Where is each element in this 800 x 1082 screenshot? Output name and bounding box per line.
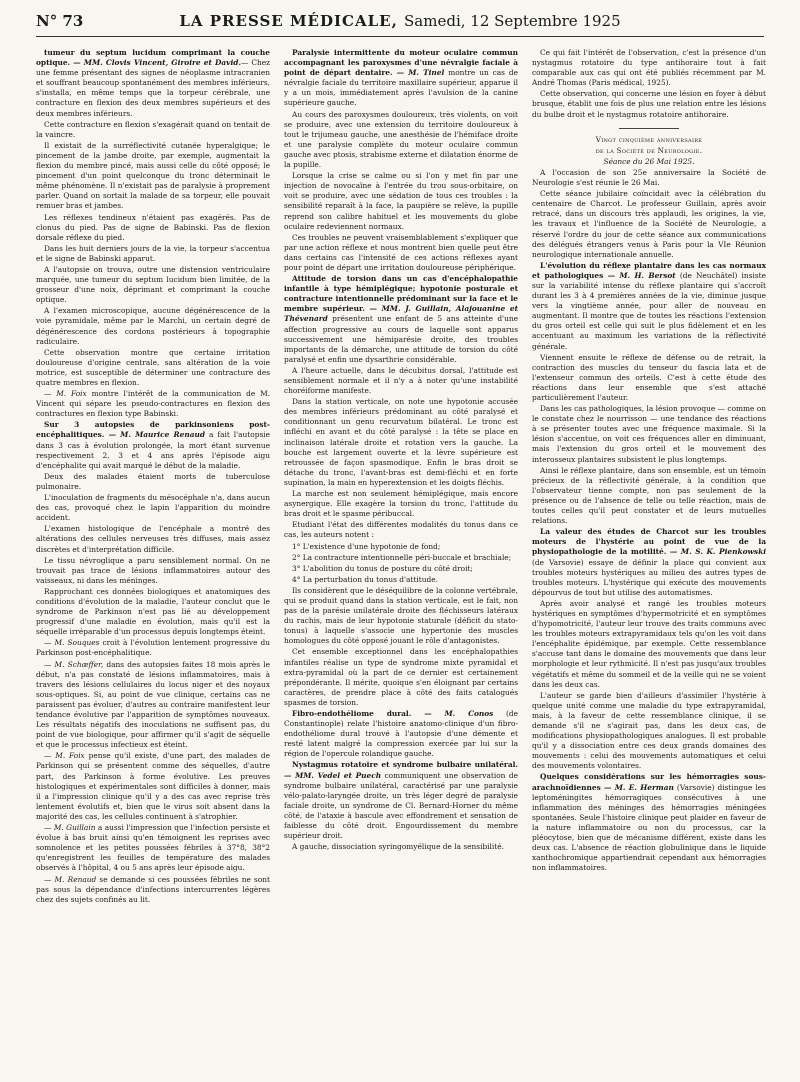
section-heading-paragraph: [532, 261, 766, 352]
paragraph: [36, 389, 270, 419]
paragraph: [36, 587, 270, 637]
paragraph-text: L'auteur se garde bien d'ailleurs d'assimiler l'hystérie à quelque unité comme une maladie du type extrapyramidal, mais, à la faveur de cette ressemblance clinique, il se demande s'il ne s'agirait pas, dans les deux cas, de modifications physiopathologiques analogues. Il est probable qu'il y a dissociation entre ces deux grands domaines des mouvements : celui des mouvements automatiques et celui des mouvements volontaires.: [532, 690, 766, 771]
author-name: — M. Conos: [424, 709, 494, 718]
section-heading-paragraph: [284, 760, 518, 841]
paragraph: [532, 466, 766, 527]
paragraph-text: (de Varsovie) essaye de définir la place qui convient aux troubles moteurs hystériques au milieu des autres types de troubles moteurs. L'hystérique qui exécute des mouvements dépourvus de tout but utilise des automatismes.: [532, 557, 766, 597]
column-3-top: [532, 48, 766, 120]
paragraph-text: — Chez une femme présentant des signes de néoplasme intracranien et souffrant beaucoup spontanément des membres inférieurs, s'installa, en même temps que la torpeur cérébrale, une contracture en flexion des deux membres supérieurs et des deux membres inférieurs.: [36, 58, 270, 118]
paragraph-text: A l'autopsie on trouva, outre une distension ventriculaire marquée, une tumeur du septum lucidum bien limitée, de la grosseur d'une noix, déprimant et comprimant la couche optique.: [36, 264, 270, 305]
author-name: — M. Schæffer,: [44, 659, 104, 669]
paragraph-text: 2° La contracture intentionnelle péri-buccale et brachiale;: [292, 552, 512, 562]
paragraph: [532, 404, 766, 465]
section-title: Fibro-endothéliome dural.: [292, 709, 425, 718]
paragraph: [284, 489, 518, 519]
paragraph: [36, 638, 270, 658]
author-name: — M. Foix: [44, 751, 85, 761]
paragraph: [284, 575, 518, 585]
paragraph-text: Cette séance jubilaire coïncidait avec la célébration du centenaire de Charcot. Le professeur Guillain, après avoir retracé, dans un discours très applaudi, les origines, la vie, les travaux et l'influence de la Société de Neurologie, a réservé l'ordre du jour de cette séance aux communications des délégués étrangers venus à Paris pour la VIe Réunion neurologique internationale annuelle.: [532, 189, 766, 259]
paragraph-text: A gauche, dissociation syringomyélique de la sensibilité.: [292, 842, 504, 852]
paragraph: [284, 842, 518, 852]
paragraph: [36, 244, 270, 264]
journal-name: LA PRESSE MÉDICALE,: [179, 12, 398, 30]
paragraph-text: 4° La perturbation du tonus d'attitude.: [292, 574, 438, 584]
paragraph-text: La marche est non seulement hémiplégique, mais encore asynergique. Elle exagère la torsion du tronc, l'attitude du bras droit et le spasme péribuccal.: [284, 489, 518, 519]
section-title: tumeur du septum lucidum comprimant la couche optique.: [36, 48, 270, 68]
paragraph-text: Lorsque la crise se calme ou si l'on y met fin par une injection de novocaïne à l'entrée du trou sous-orbitaire, on voit se produire, avec une sédation de tous ces troubles : la sensibilité reparaît à la face, la paupière se relève, la pupille reprend son calibre habituel et les mouvements du globe oculaire redeviennent normaux.: [284, 171, 518, 231]
paragraph: [284, 586, 518, 647]
column-3: [532, 48, 766, 1076]
section-title: L'évolution du réflexe plantaire dans les cas normaux et pathologiques: [532, 260, 766, 280]
paragraph-text: Le tissu névroglique a paru sensiblement normal. On ne trouvait pas trace de lésions inflammatoires autour des vaisseaux, ni dans les méninges.: [36, 555, 270, 585]
paragraph-text: présentent une enfant de 5 ans atteinte d'une affection progressive au cours de laquelle sont apparus successivement une hémiparésie droite, des troubles importants de la démarche, une attitude de torsion du côté paralysé et enfin une dysarthrie considérable.: [284, 314, 518, 364]
paragraph-text: Ils considèrent que le déséquilibre de la colonne vertébrale, qui se produit quand dans la station verticale, est le fait, non pas de la parésie unilatérale droite des fléchisseurs latéraux du rachis, mais de leur hypotonie staturale (déficit du stato-tonus) à laquelle s'associe une hypertonie des muscles homologues du côté opposé jouant le rôle d'antagonistes.: [284, 585, 518, 646]
paragraph-text: Dans les cas pathologiques, la lésion provoque — comme on le constate chez le nourrisson — une tendance des réactions à se présenter toutes avec une fréquence maximale. Si la lésion s'accentue, on voit ces fréquences aller en diminuant, mais l'extension du gros orteil et le mouvement des interosseux plantaires subsistent le plus longtemps.: [532, 404, 766, 464]
page-header: [36, 10, 764, 37]
paragraph-text: a aussi l'impression que l'infection persiste et évolue à bas bruit ainsi qu'en témoignent les reprises avec somnolence et les petites poussées fébriles à 37°8, 38°2 qu'enregistrent les feuilles de température des malades observés à l'hôpital, 4 ou 5 ans après leur épisode aigu.: [36, 823, 270, 873]
paragraph-text: Après avoir analysé et rangé les troubles moteurs hystériques en symptômes d'hypermotricité et en symptômes d'hypomotricité, l'auteur leur trouve des traits communs avec les troubles moteurs extrapyramidaux tels qu'on les voit dans l'encéphalite épidémique, par exemple. Cette ressemblance s'accuse tant dans le domaine des mouvements que dans leur morphologie et leur rythmicité. Il n'est pas jusqu'aux troubles végétatifs et même du sommeil et de la veille qui ne se voient dans les deux cas.: [532, 598, 766, 689]
section-heading-paragraph: [36, 48, 270, 119]
paragraph-text: Rapprochant ces données biologiques et anatomiques des conditions d'évolution de la maladie, l'auteur conclut que le syndrome de Parkinson n'est pas lié au développement progressif d'une maladie en évolution, mais qu'il est la séquelle irréparable d'un processus depuis longtemps éteint.: [36, 586, 270, 637]
issue-date: Samedi, 12 Septembre 1925: [404, 12, 621, 30]
journal-title: [36, 12, 764, 30]
paragraph: [36, 472, 270, 492]
paragraph: [532, 89, 766, 119]
author-name: — M. Tinel: [396, 68, 445, 78]
paragraph: [532, 599, 766, 690]
paragraph-text: pense qu'il existe, d'une part, des malades de Parkinson qui se présentent comme des séquelles, d'autre part, des Parkinson à forme évolutive. Les preuves histologiques et expérimentales sont difficiles à donner, mais il a l'impression clinique qu'il y a des cas avec reprise très lentement évolutifs et, bien que le virus soit absent dans la majorité des cas, les cellules continuent à s'atrophier.: [36, 751, 270, 821]
paragraph-text: Cet ensemble exceptionnel dans les encéphalopathies infantiles réalise un type de syndrome mixte pyramidal et extra-pyramidal où la part de ce dernier est certainement prépondérante. Il mérite, quoique s'en éloignant par certains caractères, de prendre place à côté des faits catalogués spasmes de torsion.: [284, 647, 518, 707]
column-2: [284, 48, 518, 1076]
paragraph: [284, 647, 518, 708]
author-name: — M. Maurice Renaud: [108, 430, 206, 440]
section-title: Paralysie intermittente du moteur oculaire commun accompagnant les paroxysmes d'une névralgie faciale à point de départ dentaire.: [284, 48, 518, 78]
section-heading-paragraph: [36, 420, 270, 470]
paragraph-text: 3° L'abolition du tonus de posture du côté droit;: [292, 563, 473, 573]
paragraph-text: Dans la station verticale, on note une hypotonie accusée des membres inférieurs prédominant au côté paralysé et conditionnant un genu recurvatum bilatéral. Le tronc est infléchi en avant et du côté paralysé : la tête se place en inclinaison latérale droite et rotation vers la gauche. La bouche est largement ouverte et la lèvre supérieure est retroussée de façon spasmodique. Enfin le bras droit se détache du tronc, l'avant-bras est demi-fléchi et en forte supination, la main en hyperextension et les doigts fléchis.: [284, 397, 518, 487]
paragraph-text: dans des autopsies faites 18 mois après le début, n'a pas constaté de lésions inflammatoires, mais à travers des lésions cellulaires du locus niger et des noyaux sous-optiques. Si, au point de vue clinique, certains cas ne paraissent pas évoluer, d'autres au contraire manifestent leur tendance évolutive par l'apparition de symptômes nouveaux. Les résultats négatifs des inoculations ne suffisent pas, du point de vue biologique, pour affirmer qu'il s'agit de séquelle et que le processus infectieux est éteint.: [36, 659, 270, 750]
paragraph: [36, 751, 270, 822]
paragraph-text: croit à l'évolution lentement progressive du Parkinson post-encéphalitique.: [36, 638, 270, 658]
paragraph-text: A l'heure actuelle, dans le décubitus dorsal, l'attitude est sensiblement normale et il n'y a à noter qu'une instabilité choréiforme manifeste.: [284, 365, 518, 396]
section-divider: [619, 128, 679, 129]
paragraph-text: montre un cas de névralgie faciale du territoire maxillaire supérieur, apparue il y a un mois, immédiatement après l'avulsion de la canine supérieure gauche.: [284, 68, 518, 108]
paragraph-text: Ces troubles ne peuvent vraisemblablement s'expliquer que par une action réflexe et nous montrent bien quelle peut être dans certains cas l'intensité de ces actions réflexes ayant pour point de départ une irritation douloureuse périphérique.: [284, 232, 518, 272]
section-heading-paragraph: [532, 772, 766, 873]
paragraph-text: A l'examen microscopique, aucune dégénérescence de la voie pyramidale, même par le Marchi, un certain degré de dégénérescence des cordons postérieurs à topographie radiculaire.: [36, 306, 270, 346]
article-columns: [36, 48, 766, 1076]
section-title: Quelques considérations sur les hémorragies sous-arachnoïdiennes: [532, 772, 766, 792]
paragraph-text: Cette contracture en flexion s'exagérait quand on tentait de la vaincre.: [36, 119, 270, 139]
section-heading-paragraph: [284, 709, 518, 759]
paragraph: [36, 556, 270, 586]
section-title: Attitude de torsion dans un cas d'encéphalopathie infantile à type hémiplégique; hypotonie posturale et contracture intentionnelle prédominant sur la face et le membre supérieur.: [284, 274, 518, 314]
column-3-body: [532, 168, 766, 873]
paragraph-text: L'examen histologique de l'encéphale a montré des altérations des cellules nerveuses très diffuses, mais assez discrètes et d'interprétation difficile.: [36, 524, 270, 554]
paragraph-text: (de Constantinople) relate l'histoire anatomo-clinique d'un fibro-endothéliome dural trouvé à l'autopsie d'une démente et resté latent malgré la compression exercée par lui sur la région de l'opercule rolandique gauche.: [284, 709, 518, 759]
author-name: — M. H. Bersot: [607, 270, 676, 280]
page-number: N° 73: [36, 12, 84, 30]
paragraph-text: Au cours des paroxysmes douloureux, très violents, on voit se produire, avec une extension du territoire douloureux à tout le trijumeau gauche, une anesthésie de l'hémiface droite et une paralysie complète du moteur oculaire commun gauche avec ptosis, strabisme externe et dilatation énorme de la pupille.: [284, 109, 518, 170]
paragraph: [36, 524, 270, 554]
author-name: — MM. Vedel et Puech: [284, 770, 382, 780]
author-name: — M. Guillain: [44, 823, 96, 833]
paragraph: [284, 397, 518, 488]
paragraph-text: Il existait de la surréflectivité cutanée hyperalgique; le pincement de la jambe droite, par exemple, augmentait la flexion du membre pincé, mais aussi celle du côté opposé; le pincement d'un point quelconque du tronc déterminait le même phénomène. Il n'existait pas de paralysie à proprement parler. Quand on sortait la malade de sa torpeur, elle pouvait remuer bras et jambes.: [36, 140, 270, 211]
anniversary-heading-1: Vingt cinquième anniversaire: [595, 134, 703, 144]
paragraph: [36, 265, 270, 305]
paragraph-text: a fait l'autopsie dans 3 cas à évolution prolongée, la mort étant survenue respectivement 2, 3 et 4 ans après l'épisode aigu d'encéphalite qui avait marqué le début de la maladie.: [36, 430, 270, 470]
paragraph-text: Les réflexes tendineux n'étaient pas exagérés. Pas de clonus du pied. Pas de signe de Babinski. Pas de flexion dorsale réflexe du pied.: [36, 212, 270, 242]
paragraph: [532, 691, 766, 772]
paragraph: [284, 171, 518, 232]
paragraph: [36, 213, 270, 243]
author-name: — M. Renaud: [44, 874, 97, 884]
section-title: Nystagmus rotatoire et syndrome bulbaire unilatéral.: [292, 760, 518, 770]
paragraph: [36, 306, 270, 346]
author-name: — MM. J. Guillain, Alajouanine et Thévenard: [284, 304, 518, 324]
author-name: — M. S. K. Pienkowski: [669, 547, 766, 557]
paragraph: [284, 366, 518, 396]
paragraph-text: A l'occasion de son 25e anniversaire la Société de Neurologie s'est réunie le 26 Mai.: [532, 167, 766, 188]
paragraph-text: communiquent une observation de syndrome bulbaire unilatéral, caractérisé par une paralysie vélo-palato-laryngée droite, un très léger degré de paralysie faciale droite, un syndrome de Cl. Bernard-Horner du même côté, de l'ataxie à bascule avec effondrement et sensation de faiblesse du côté droit. Engourdissement du membre supérieur droit.: [284, 770, 518, 841]
seance-date: Séance du 26 Mai 1925.: [603, 156, 695, 166]
paragraph-text: Ce qui fait l'intérêt de l'observation, c'est la présence d'un nystagmus rotatoire du type antihoraire tout à fait comparable aux cas qui ont été publiés récemment par M. André Thomas (Paris médical, 1925).: [532, 48, 766, 88]
author-name: — MM. Clovis Vincent, Giroire et David.: [73, 58, 242, 68]
paragraph: [284, 542, 518, 552]
paragraph-text: se demande si ces poussées fébriles ne sont pas sous la dépendance d'infections intercurrentes légères chez des sujets confinés au lit.: [36, 874, 270, 904]
author-name: — M. Foix: [44, 389, 87, 399]
paragraph: [284, 110, 518, 171]
paragraph-text: Ainsi le réflexe plantaire, dans son ensemble, est un témoin précieux de la réflectivité générale, à la condition que l'observateur tienne compte, non pas seulement de la présence ou de l'absence de telle ou telle réaction, mais de toutes celles qu'il peut constater et de leurs mutuelles relations.: [532, 465, 766, 526]
section-heading-paragraph: [532, 527, 766, 598]
paragraph: [284, 553, 518, 563]
column-1: [36, 48, 270, 1076]
paragraph-text: montre l'intérêt de la communication de M. Vincent qui sépare les pseudo-contractures en flexion des contractures en flexion type Babinski.: [36, 389, 270, 419]
paragraph-text: (de Neuchâtel) insiste sur la variabilité intense du réflexe plantaire qui s'accroît durant les 3 à 4 premières années de la vie, diminue jusque vers la vingtième année, pour aller de nouveau en augmentant. Il montre que de toutes les réactions l'extension du gros orteil est celle qui suit le plus fidèlement et en les accentuant au maximum les variations de la réflectivité générale.: [532, 270, 766, 351]
section-heading-paragraph: [284, 48, 518, 109]
paragraph: [532, 48, 766, 88]
paragraph-text: Viennent ensuite le réflexe de défense ou de retrait, la contraction des muscles du tenseur du fascia lata et de l'extenseur commun des orteils. C'est à cette étude des réactions dans leur ensemble que s'est attaché particulièrement l'auteur.: [532, 352, 766, 402]
paragraph-text: Etudiant l'état des différentes modalités du tonus dans ce cas, les auteurs notent :: [284, 520, 518, 540]
paragraph-text: L'inoculation de fragments du mésocéphale n'a, dans aucun des cas, provoqué chez le lapin l'apparition du moindre accident.: [36, 493, 270, 523]
paragraph: [36, 875, 270, 905]
author-name: — M. E. Herman: [604, 782, 674, 792]
author-name: — M. Souques: [44, 638, 100, 648]
section-title: Sur 3 autopsies de parkinsoniens post-encéphalitiques.: [36, 420, 270, 440]
paragraph: [36, 823, 270, 873]
paragraph: [36, 660, 270, 751]
paragraph: [284, 520, 518, 540]
paragraph-text: Cette observation, qui concerne une lésion en foyer à début brusque, établit une fois de plus une relation entre les lésions du bulbe droit et le nystagmus rotatoire antihoraire.: [532, 89, 766, 119]
section-title: La valeur des études de Charcot sur les troubles moteurs de l'hystérie au point de vue de la physiopathologie de la motilité.: [532, 527, 766, 557]
paragraph-text: Dans les huit derniers jours de la vie, la torpeur s'accentua et le signe de Babinski apparut.: [36, 243, 270, 263]
paragraph: [284, 233, 518, 273]
paragraph: [532, 168, 766, 188]
paragraph: [36, 120, 270, 140]
paragraph-text: (Varsovie) distingue les leptoméningites hémorragiques consécutives à une inflammation des méninges des hémorragies méningées spontanées. Seule l'histoire clinique peut plaider en faveur de la nature inflammatoire ou non du processus, car la pléocytose, bien que de mécanisme différent, existe dans les deux cas. L'absence de réaction globulinique dans le liquide xanthochromique appartiendrait cependant aux hémorragies non inflammatoires.: [532, 782, 766, 873]
paragraph: [36, 348, 270, 388]
section-heading-paragraph: [284, 274, 518, 365]
paragraph: [284, 564, 518, 574]
paragraph: [36, 141, 270, 212]
paragraph: [532, 189, 766, 260]
paragraph-text: 1° L'existence d'une hypotonie de fond;: [292, 541, 441, 551]
anniversary-heading-2: de la Société de Neurologie.: [595, 145, 703, 155]
paragraph-text: Cette observation montre que certaine irritation douloureuse d'origine centrale, sans altération de la voie motrice, est susceptible de déterminer une contracture des quatre membres en flexion.: [36, 347, 270, 387]
paragraph-text: Deux des malades étaient morts de tuberculose pulmonaire.: [36, 471, 270, 491]
paragraph: [532, 353, 766, 403]
paragraph: [36, 493, 270, 523]
